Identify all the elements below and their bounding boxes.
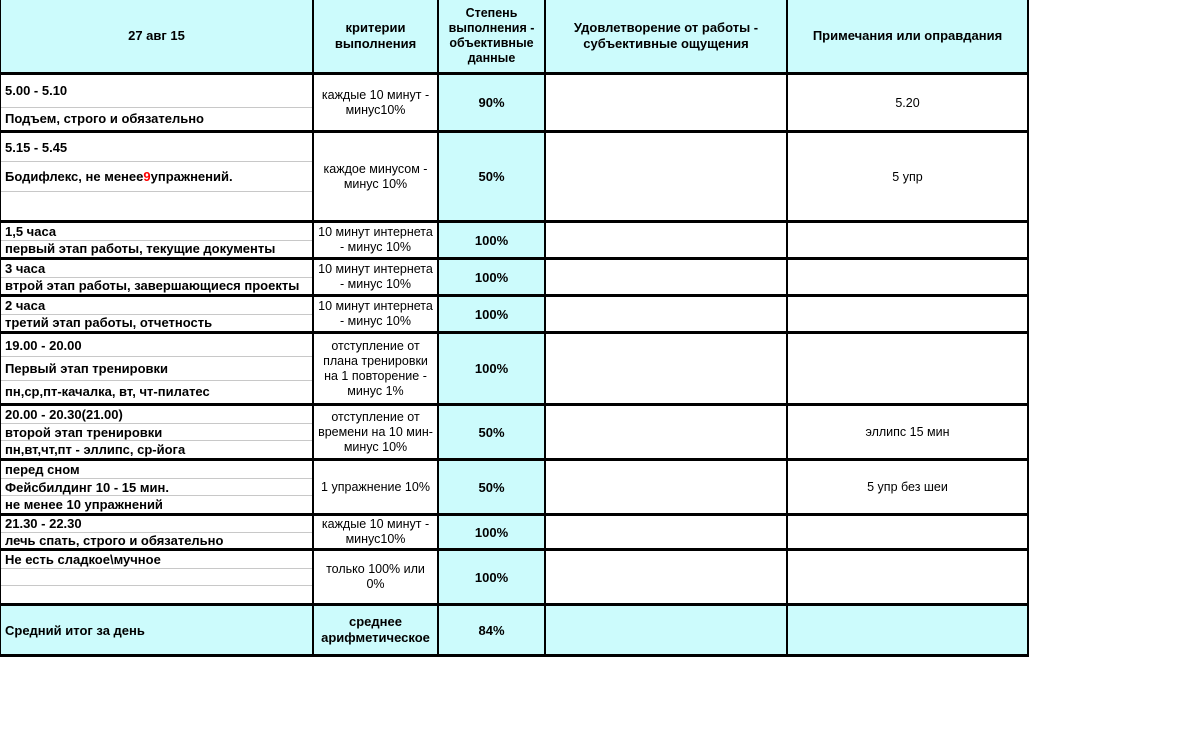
criteria-cell[interactable]: каждые 10 минут - минус10%	[314, 516, 439, 548]
header-satisfaction-cell[interactable]: Удовлетворение от работы - субъективные ощущения	[546, 0, 788, 72]
header-date-cell[interactable]: 27 авг 15	[1, 0, 314, 72]
score-cell[interactable]: 50%	[439, 406, 546, 458]
activity-line	[1, 315, 312, 332]
activity-line	[1, 569, 312, 587]
table-row	[1, 75, 1029, 133]
score-cell[interactable]: 50%	[439, 461, 546, 513]
activity-line	[1, 278, 312, 295]
satisfaction-cell[interactable]	[546, 516, 788, 548]
activity-line	[1, 533, 312, 549]
satisfaction-cell[interactable]	[546, 75, 788, 130]
table-row	[1, 461, 1029, 516]
activity-text: Бодифлекс, не менее	[5, 168, 144, 184]
activity-line	[1, 441, 312, 458]
table-row	[1, 551, 1029, 606]
header-degree-cell[interactable]: Степень выполнения - объективные данные	[439, 0, 546, 72]
activity-text: 5.15 - 5.45	[5, 139, 68, 155]
summary-score-cell[interactable]: 84%	[439, 606, 546, 654]
activity-line	[1, 108, 312, 130]
activity-line	[1, 260, 312, 278]
summary-row	[1, 606, 1029, 657]
activity-text: третий этап работы, отчетность	[5, 315, 213, 331]
criteria-cell[interactable]: каждые 10 минут - минус10%	[314, 75, 439, 130]
score-cell[interactable]: 90%	[439, 75, 546, 130]
activity-cell[interactable]	[1, 551, 314, 603]
activity-line	[1, 297, 312, 315]
activity-line	[1, 162, 312, 191]
satisfaction-cell[interactable]	[546, 133, 788, 220]
criteria-cell[interactable]: отступление от времени на 10 мин- минус 10%	[314, 406, 439, 458]
satisfaction-cell[interactable]	[546, 260, 788, 294]
activity-cell[interactable]	[1, 297, 314, 331]
activity-line	[1, 357, 312, 380]
satisfaction-cell[interactable]	[546, 406, 788, 458]
satisfaction-cell[interactable]	[546, 334, 788, 403]
activity-text: 19.00 - 20.00	[5, 337, 82, 353]
activity-text: упражнений.	[150, 168, 233, 184]
header-criteria-cell[interactable]: критерии выполнения	[314, 0, 439, 72]
note-cell[interactable]: 5 упр без шеи	[788, 461, 1029, 513]
activity-text: Подъем, строго и обязательно	[5, 111, 204, 127]
activity-text: Первый этап тренировки	[5, 360, 169, 376]
satisfaction-cell[interactable]	[546, 461, 788, 513]
activity-text: пн,ср,пт-качалка, вт, чт-пилатес	[5, 384, 210, 400]
activity-line	[1, 381, 312, 403]
activity-text: лечь спать, строго и обязательно	[5, 532, 224, 548]
note-cell[interactable]: эллипс 15 мин	[788, 406, 1029, 458]
criteria-cell[interactable]: только 100% или 0%	[314, 551, 439, 603]
header-notes-cell[interactable]: Примечания или оправдания	[788, 0, 1029, 72]
score-cell[interactable]: 50%	[439, 133, 546, 220]
activity-line	[1, 133, 312, 162]
table-row	[1, 297, 1029, 334]
activity-text: 5.00 - 5.10	[5, 83, 68, 99]
activity-text: втрой этап работы, завершающиеся проекты	[5, 278, 300, 294]
activity-cell[interactable]	[1, 133, 314, 220]
activity-text: пн,вт,чт,пт - эллипс, ср-йога	[5, 442, 186, 458]
satisfaction-cell[interactable]	[546, 297, 788, 331]
activity-line	[1, 586, 312, 603]
table-body	[1, 75, 1029, 657]
table-row	[1, 406, 1029, 461]
activity-line	[1, 551, 312, 569]
activity-text: Фейсбилдинг 10 - 15 мин.	[5, 479, 169, 495]
note-cell[interactable]	[788, 334, 1029, 403]
note-cell[interactable]	[788, 223, 1029, 257]
activity-line	[1, 496, 312, 513]
summary-satisfaction-cell[interactable]	[546, 606, 788, 654]
note-cell[interactable]	[788, 516, 1029, 548]
score-cell[interactable]: 100%	[439, 551, 546, 603]
table-row	[1, 223, 1029, 260]
activity-line	[1, 479, 312, 497]
score-cell[interactable]: 100%	[439, 260, 546, 294]
activity-line	[1, 424, 312, 442]
activity-cell[interactable]	[1, 223, 314, 257]
activity-line	[1, 192, 312, 220]
note-cell[interactable]: 5 упр	[788, 133, 1029, 220]
activity-cell[interactable]	[1, 260, 314, 294]
activity-text: 21.30 - 22.30	[5, 516, 82, 532]
activity-text: перед сном	[5, 461, 80, 477]
note-cell[interactable]	[788, 297, 1029, 331]
activity-cell[interactable]	[1, 334, 314, 403]
activity-line	[1, 241, 312, 258]
satisfaction-cell[interactable]	[546, 223, 788, 257]
activity-text: 2 часа	[5, 297, 46, 313]
activity-text: 1,5 часа	[5, 223, 57, 239]
activity-cell[interactable]	[1, 516, 314, 548]
score-cell[interactable]: 100%	[439, 516, 546, 548]
score-cell[interactable]: 100%	[439, 334, 546, 403]
activity-text: второй этап тренировки	[5, 424, 163, 440]
table-header-row	[1, 0, 1029, 75]
activity-line	[1, 516, 312, 533]
activity-cell[interactable]	[1, 75, 314, 130]
criteria-cell[interactable]: каждое минусом - минус 10%	[314, 133, 439, 220]
table-row	[1, 260, 1029, 297]
activity-cell[interactable]	[1, 461, 314, 513]
activity-cell[interactable]	[1, 406, 314, 458]
score-cell[interactable]: 100%	[439, 223, 546, 257]
criteria-cell[interactable]: 10 минут интернета - минус 10%	[314, 260, 439, 294]
note-cell[interactable]: 5.20	[788, 75, 1029, 130]
activity-text: первый этап работы, текущие документы	[5, 241, 276, 257]
note-cell[interactable]	[788, 260, 1029, 294]
table-row	[1, 334, 1029, 406]
summary-label-cell[interactable]: Средний итог за день	[1, 606, 314, 654]
activity-line	[1, 406, 312, 424]
criteria-cell[interactable]: 10 минут интернета - минус 10%	[314, 297, 439, 331]
activity-line	[1, 461, 312, 479]
summary-criteria-cell[interactable]: среднее арифметическое	[314, 606, 439, 654]
note-cell[interactable]	[788, 551, 1029, 603]
summary-note-cell[interactable]	[788, 606, 1029, 654]
activity-text: 9	[143, 168, 151, 184]
table-row	[1, 133, 1029, 223]
activity-text: Не есть сладкое\мучное	[5, 551, 161, 567]
criteria-cell[interactable]: 10 минут интернета - минус 10%	[314, 223, 439, 257]
score-cell[interactable]: 100%	[439, 297, 546, 331]
activity-text: 20.00 - 20.30(21.00)	[5, 406, 123, 422]
activity-text: 3 часа	[5, 260, 46, 276]
table-row	[1, 516, 1029, 551]
satisfaction-cell[interactable]	[546, 551, 788, 603]
activity-line	[1, 75, 312, 108]
activity-text: не менее 10 упражнений	[5, 497, 163, 513]
criteria-cell[interactable]: отступление от плана тренировки на 1 повторение - минус 1%	[314, 334, 439, 403]
criteria-cell[interactable]: 1 упражнение 10%	[314, 461, 439, 513]
activity-line	[1, 334, 312, 357]
activity-line	[1, 223, 312, 241]
